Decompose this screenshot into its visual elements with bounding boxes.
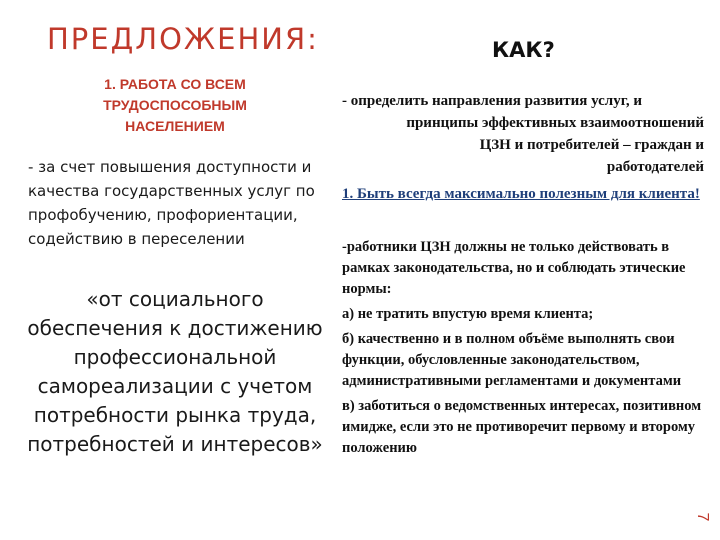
left-subheading-line-1: 1. РАБОТА СО ВСЕМ — [104, 76, 246, 92]
slide-title: ПРЕДЛОЖЕНИЯ: — [47, 22, 319, 56]
left-body-text: - за счет повышения доступности и качества государственных услуг по профобучению, профориентации, содействию в переселении — [28, 158, 315, 248]
right-intro-line-4: работодателей — [606, 159, 704, 175]
left-subheading — [60, 74, 290, 137]
right-paragraph-ethics: -работники ЦЗН должны не только действовать в рамках законодательства, но и соблюдать этические нормы: — [342, 239, 686, 297]
right-body — [342, 237, 704, 463]
left-subheading-line-2: ТРУДОСПОСОБНЫМ — [103, 97, 247, 113]
left-subheading-line-3: НАСЕЛЕНИЕМ — [125, 118, 225, 134]
client-benefit-link[interactable]: 1. Быть всегда максимально полезным для клиента! — [342, 186, 700, 202]
right-intro-line-2: принципы эффективных взаимоотношений — [406, 115, 704, 131]
right-intro-line-3: ЦЗН и потребителей – граждан и — [479, 137, 704, 153]
right-item-c: в) заботиться о ведомственных интересах, позитивном имидже, если это не противоречит первому и второму положению — [342, 398, 702, 456]
right-intro-line-1: - определить направления развития услуг, и — [342, 93, 642, 109]
left-quote: «от социального обеспечения к достижению профессиональной самореализации с учетом потребности рынка труда, потребностей и интересов» — [27, 287, 323, 456]
right-item-b: б) качественно и в полном объёме выполнять свои функции, обусловленные законодательством, административными регламентами и документами — [342, 331, 682, 389]
right-item-a: а) не тратить впустую время клиента; — [342, 306, 594, 322]
page-number: 7 — [694, 512, 711, 522]
right-heading: КАК? — [492, 38, 555, 62]
right-intro — [342, 90, 704, 178]
